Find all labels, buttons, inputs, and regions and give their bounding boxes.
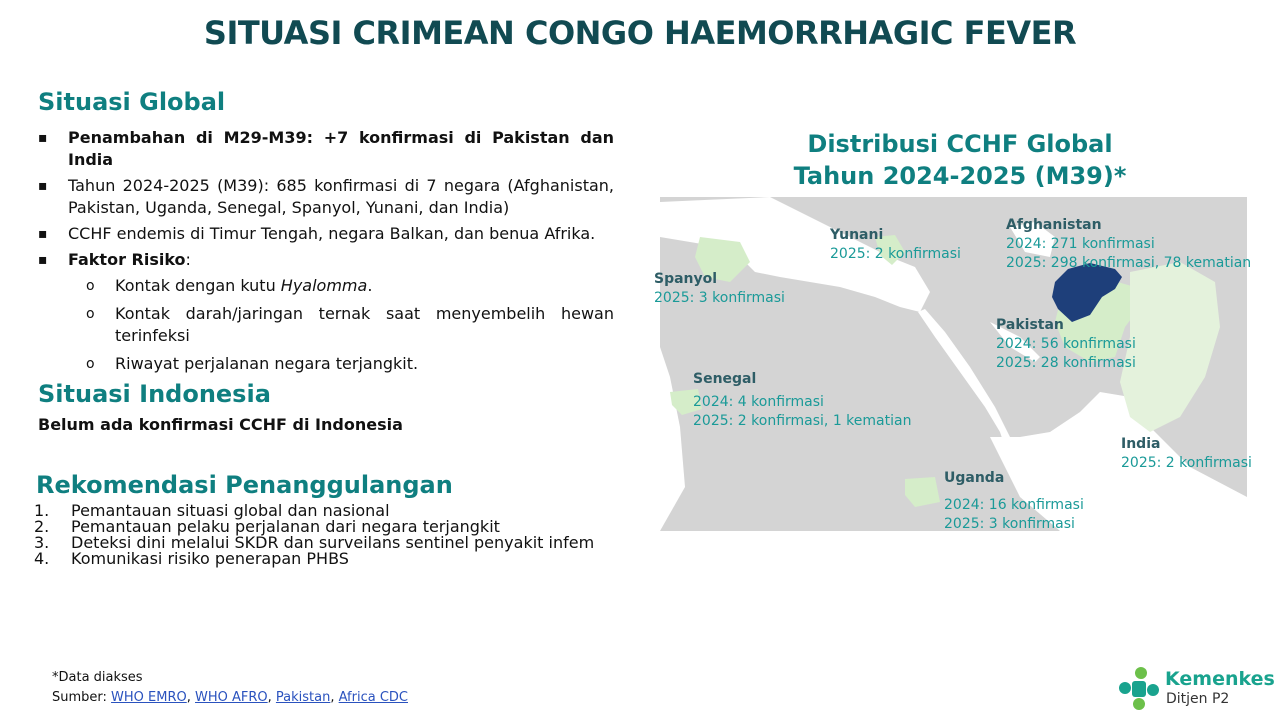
source-label: Sumber: bbox=[52, 690, 112, 705]
map-title bbox=[760, 128, 1160, 192]
country-data: 2024: 271 konfirmasi bbox=[1006, 236, 1155, 252]
list-text: Pemantauan pelaku perjalanan dari negara terjangkit bbox=[71, 517, 500, 536]
kemenkes-logo bbox=[1117, 666, 1277, 714]
risk-item-tick-species: Hyalomma bbox=[280, 276, 368, 295]
global-bullets bbox=[38, 127, 614, 381]
risk-item-livestock: o Kontak darah/jaringan ternak saat menyembelih hewan terinfeksi bbox=[38, 303, 614, 347]
label-senegal bbox=[693, 370, 911, 431]
country-data: 2024: 4 konfirmasi bbox=[693, 394, 824, 410]
label-afghanistan bbox=[1006, 216, 1251, 273]
list-item bbox=[34, 551, 634, 567]
country-data: 2025: 28 konfirmasi bbox=[996, 355, 1136, 371]
list-number: 4. bbox=[34, 549, 50, 568]
source-link-who-afro[interactable]: WHO AFRO bbox=[195, 690, 268, 705]
indonesia-status: Belum ada konfirmasi CCHF di Indonesia bbox=[38, 415, 403, 434]
indonesia-heading: Situasi Indonesia bbox=[38, 380, 271, 408]
recommendation-list bbox=[34, 503, 634, 567]
data-access-note: *Data diakses bbox=[52, 670, 143, 685]
recommendation-heading: Rekomendasi Penanggulangan bbox=[36, 471, 453, 499]
country-data: 2024: 16 konfirmasi bbox=[944, 497, 1084, 513]
country-data: 2024: 56 konfirmasi bbox=[996, 336, 1136, 352]
risk-item-tick-text: Kontak dengan kutu bbox=[115, 276, 281, 295]
bullet-total: ▪ Tahun 2024-2025 (M39): 685 konfirmasi di 7 negara (Afghanistan, Pakistan, Uganda, Senegal, Spanyol, Yunani, dan India) bbox=[38, 175, 614, 219]
source-link-who-emro[interactable]: WHO EMRO bbox=[111, 690, 187, 705]
global-heading: Situasi Global bbox=[38, 88, 226, 116]
list-text: Pemantauan situasi global dan nasional bbox=[71, 501, 390, 520]
list-text: Komunikasi risiko penerapan PHBS bbox=[71, 549, 349, 568]
label-uganda bbox=[944, 469, 1084, 534]
separator: , bbox=[330, 690, 339, 705]
country-data: 2025: 3 konfirmasi bbox=[654, 290, 785, 306]
list-number: 2. bbox=[34, 517, 50, 536]
country-name: Uganda bbox=[944, 470, 1005, 486]
map-title-line2: Tahun 2024-2025 (M39)* bbox=[793, 162, 1127, 190]
separator: , bbox=[186, 690, 196, 705]
list-number: 1. bbox=[34, 501, 50, 520]
country-name: Spanyol bbox=[654, 271, 718, 287]
risk-factor-colon: : bbox=[185, 250, 191, 269]
country-name: India bbox=[1121, 436, 1161, 452]
country-name: Yunani bbox=[830, 227, 884, 243]
kemenkes-logo-icon bbox=[1117, 666, 1161, 712]
country-name: Afghanistan bbox=[1006, 217, 1102, 233]
label-pakistan bbox=[996, 316, 1136, 373]
page-title: SITUASI CRIMEAN CONGO HAEMORRHAGIC FEVER bbox=[203, 14, 1077, 52]
risk-factor-label: Faktor Risiko bbox=[68, 250, 186, 269]
risk-item-travel: o Riwayat perjalanan negara terjangkit. bbox=[38, 353, 614, 375]
country-data: 2025: 2 konfirmasi, 1 kematian bbox=[693, 413, 912, 429]
list-text: Deteksi dini melalui SKDR dan surveilans sentinel penyakit infem bbox=[71, 533, 595, 552]
bullet-risk-factor bbox=[38, 249, 614, 271]
label-spanyol bbox=[654, 270, 785, 308]
logo-name: Kemenkes bbox=[1165, 668, 1275, 690]
country-data: 2025: 3 konfirmasi bbox=[944, 516, 1075, 532]
country-data: 2025: 298 konfirmasi, 78 kematian bbox=[1006, 255, 1252, 271]
logo-subtitle: Ditjen P2 bbox=[1166, 691, 1230, 707]
label-yunani bbox=[830, 226, 961, 264]
source-link-pakistan[interactable]: Pakistan bbox=[275, 690, 331, 705]
source-link-africa-cdc[interactable]: Africa CDC bbox=[338, 690, 408, 705]
country-data: 2025: 2 konfirmasi bbox=[1121, 455, 1252, 471]
list-number: 3. bbox=[34, 533, 50, 552]
country-name: Senegal bbox=[693, 371, 757, 387]
footer-notes bbox=[52, 668, 408, 708]
country-name: Pakistan bbox=[996, 317, 1064, 333]
bullet-endemic: ▪ CCHF endemis di Timur Tengah, negara Balkan, dan benua Afrika. bbox=[38, 223, 614, 245]
risk-item-tick-end: . bbox=[367, 276, 373, 295]
map-title-line1: Distribusi CCHF Global bbox=[807, 130, 1113, 158]
country-data: 2025: 2 konfirmasi bbox=[830, 246, 961, 262]
source-line bbox=[52, 688, 408, 708]
label-india bbox=[1121, 435, 1252, 473]
bullet-addition: ▪ Penambahan di M29-M39: +7 konfirmasi di Pakistan dan India bbox=[38, 127, 614, 171]
separator: , bbox=[267, 690, 276, 705]
risk-item-tick bbox=[38, 275, 614, 297]
